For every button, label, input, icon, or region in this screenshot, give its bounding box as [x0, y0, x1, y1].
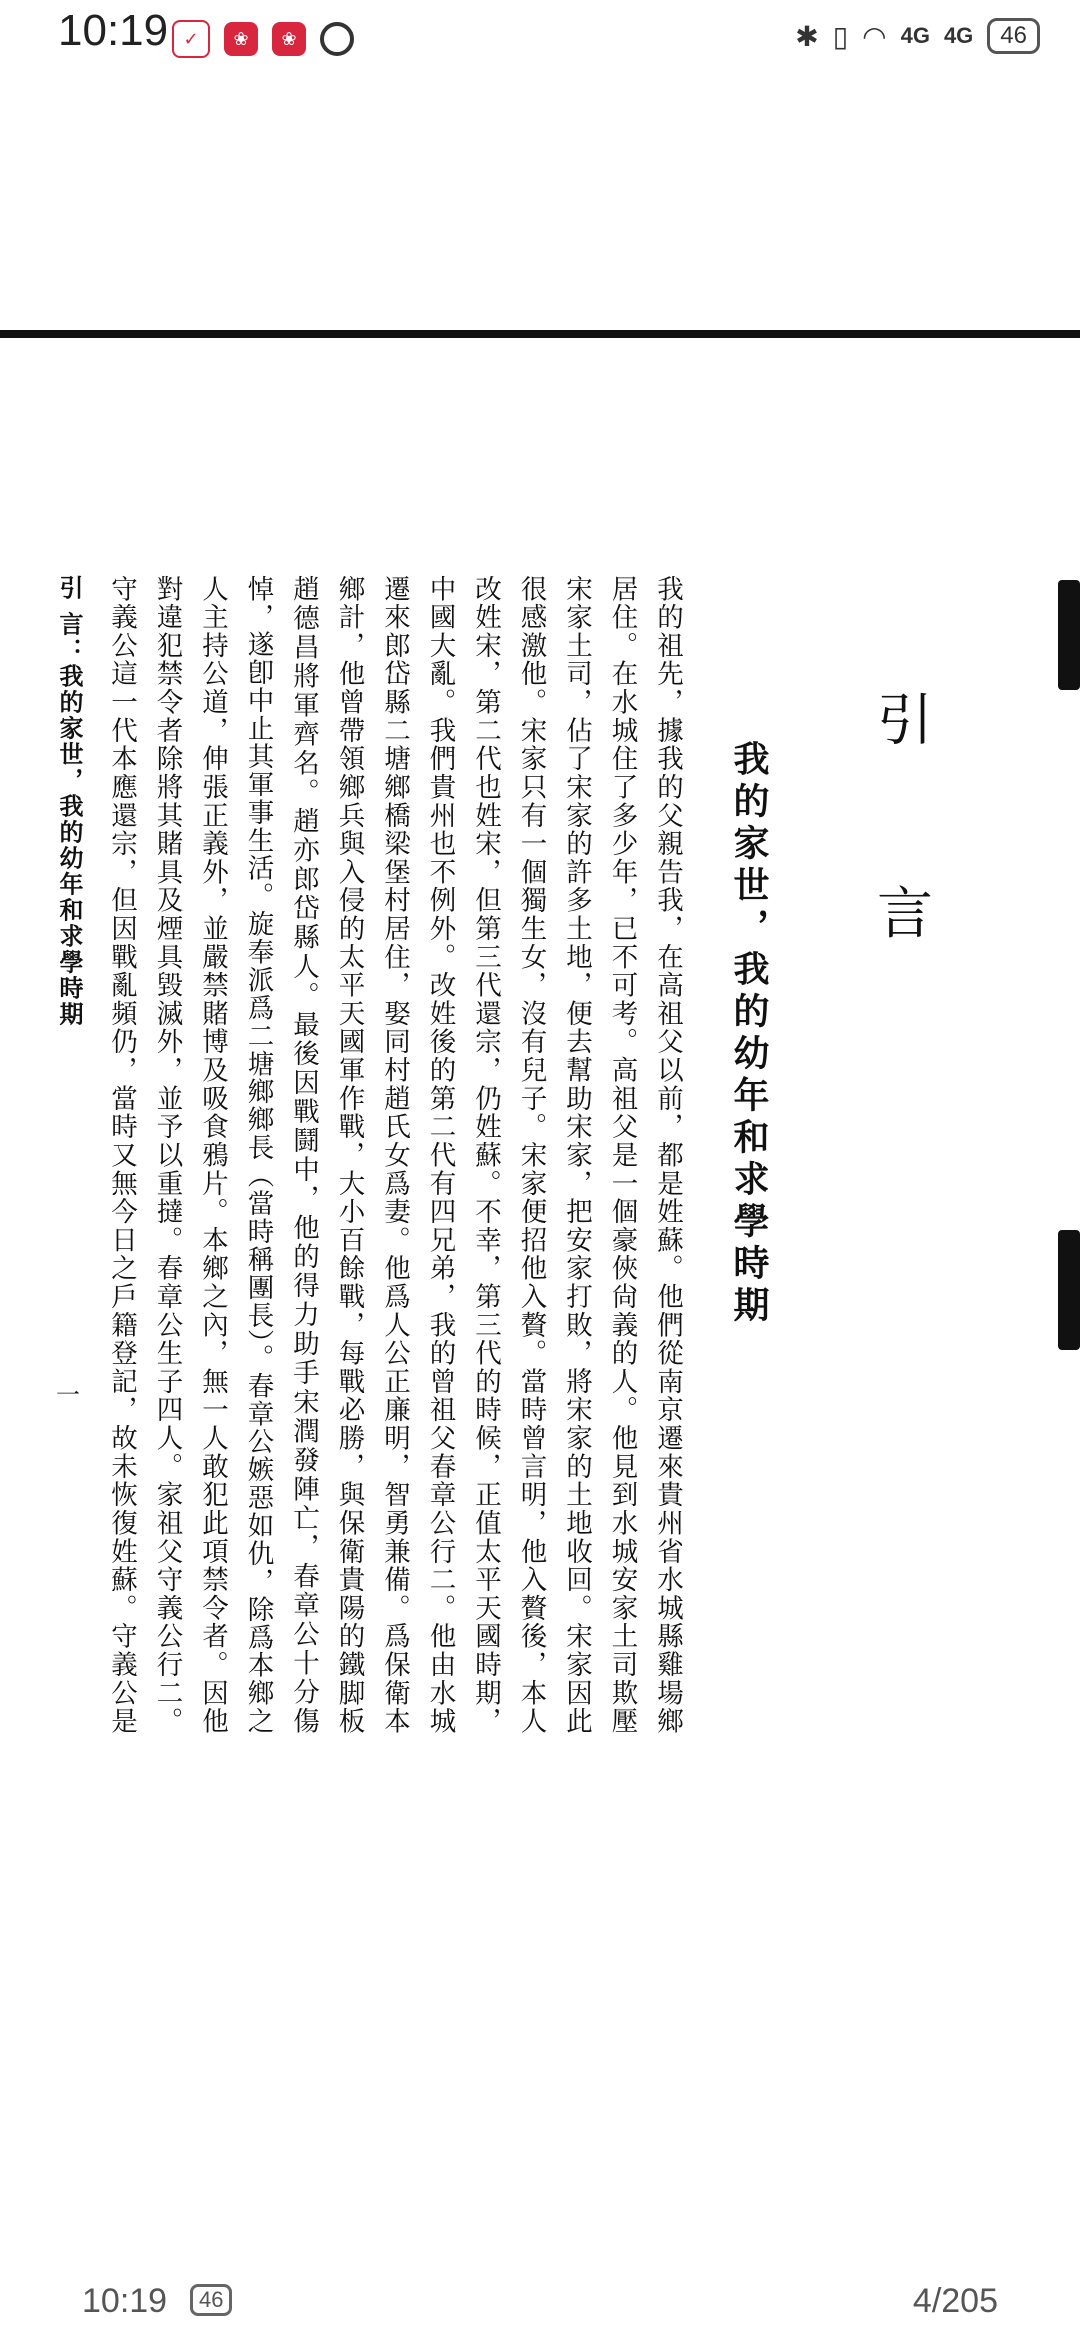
status-time: 10:19 [58, 6, 169, 55]
signal-4g-icon: 4G [900, 23, 930, 48]
huawei-app-icon: ❀ [224, 22, 258, 56]
bluetooth-icon: ✱ [795, 20, 819, 52]
reader-footer [0, 2260, 1080, 2340]
vibrate-icon: ▯ [832, 20, 849, 52]
status-icons-left [172, 20, 354, 58]
scan-edge-mark [1058, 580, 1080, 690]
running-head: 引 言：我的家世，我的幼年和求學時期 [55, 575, 84, 1028]
page-top-rule [0, 330, 1080, 338]
status-bar [0, 0, 1080, 80]
page-number: 一 [56, 1381, 80, 1409]
signal-4g-icon: 4G [943, 23, 974, 48]
scan-edge-mark [1058, 1230, 1080, 1350]
wifi-icon: ◠ [862, 20, 887, 52]
page-body-text: 我的祖先，據我的父親告我，在高祖父以前，都是姓蘇。他們從南京遷來貴州省水城縣雞場鄉居住。在水城住了多少年，已不可考。高祖父是一個豪俠尙義的人。他見到水城安家土司欺壓宋家土司，佔了宋家的許多土地，便去幫助宋家，把安家打敗，將宋家的土地收回。宋家因此很感激他。宋家只有一個獨生女，沒有兒子。宋家便招他入贅。當時曾言明，他入贅後，本人改姓宋，第二代也姓宋，但第三代還宗，仍姓蘇。不幸，第三代的時候，正值太平天國時期，中國大亂。我們貴州也不例外。改姓後的第二代有四兄弟，我的曾祖父春章公行二。他由水城遷來郎岱縣二塘鄉橋梁堡村居住，娶同村趙氏女爲妻。他爲人公正廉明，智勇兼備。爲保衛本鄉計，他曾帶領鄉兵與入侵的太平天國軍作戰，大小百餘戰，每戰必勝，與保衛貴陽的鐵脚板趙德昌將軍齊名。趙亦郎岱縣人。最後因戰鬪中，他的得力助手宋潤發陣亡，春章公十分傷悼，遂卽中止其軍事生活。旋奉派爲二塘鄉鄉長（當時稱團長）。春章公嫉惡如仇，除爲本鄉之人主持公道，伸張正義外，並嚴禁賭博及吸食鴉片。本鄉之內，無一人敢犯此項禁令者。因他對違犯禁令者除將其賭具及煙具毀滅外，並予以重撻。春章公生子四人。家祖父守義公行二。守義公這一代本應還宗，但因戰亂頻仍，當時又無今日之戶籍登記，故未恢復姓蘇。守義公是 [106, 575, 683, 1735]
page-indicator: 4/205 [912, 2282, 998, 2320]
footer-battery: 46 [190, 2284, 232, 2316]
status-icons-right [795, 18, 1040, 54]
notification-app-icon: ✓ [172, 20, 210, 58]
battery-icon: 46 [987, 18, 1040, 54]
alarm-icon [320, 22, 354, 56]
chapter-title: 引 言 [868, 690, 933, 1000]
chapter-subtitle: 我的家世，我的幼年和求學時期 [728, 740, 770, 1328]
huawei-app-icon: ❀ [272, 22, 306, 56]
footer-time: 10:19 [82, 2282, 168, 2320]
